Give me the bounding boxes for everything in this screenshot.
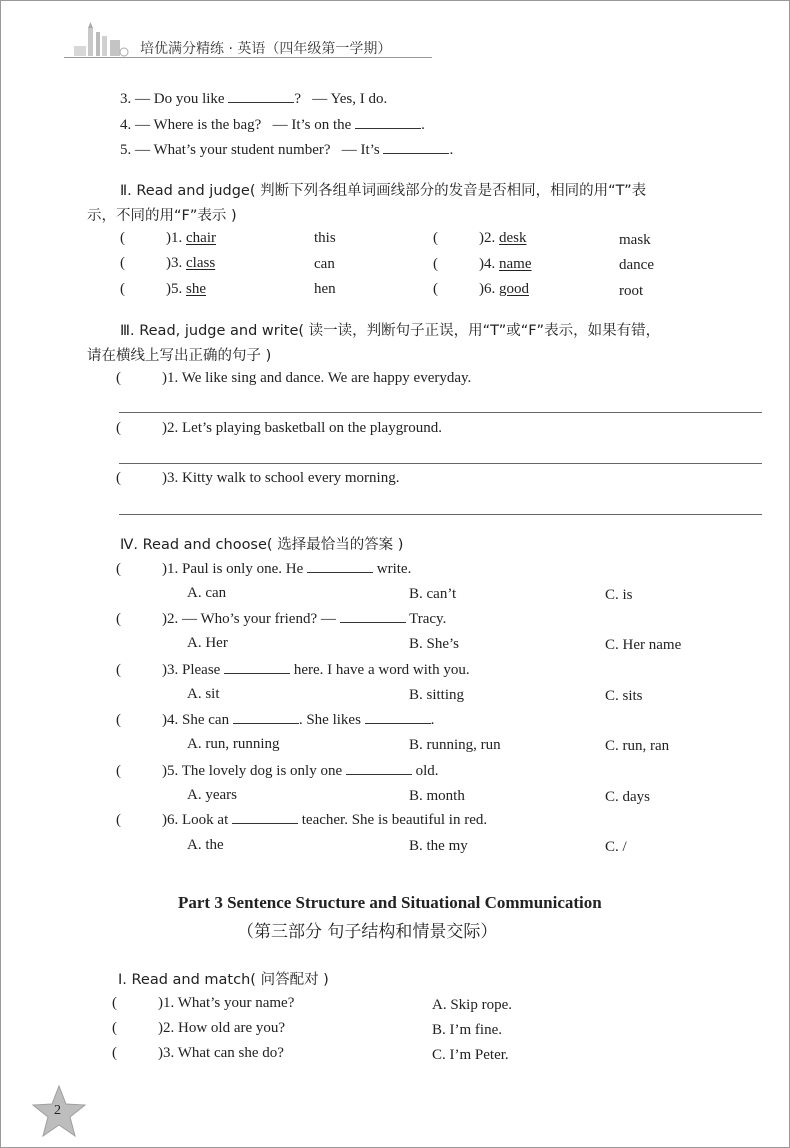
judge-item-4: ( )4. name xyxy=(433,256,532,272)
section5-heading: Ⅰ. Read and match( 问答配对 ) xyxy=(118,972,329,988)
choice-3c: C. sits xyxy=(605,688,643,704)
choice-1a: A. can xyxy=(187,585,227,601)
prev-item-3: 3. — Do you like ? — Yes, I do. xyxy=(120,91,388,107)
write-item-3: ( )3. Kitty walk to school every morning. xyxy=(116,470,400,486)
choice-5a: A. years xyxy=(187,787,237,803)
header-title: 培优满分精练 · 英语（四年级第一学期） xyxy=(140,41,392,57)
choose-item-4: ( )4. She can . She likes . xyxy=(116,712,435,728)
write-item-2: ( )2. Let’s playing basketball on the playground. xyxy=(116,420,442,436)
choice-2a: A. Her xyxy=(187,635,228,651)
choice-5c: C. days xyxy=(605,789,650,805)
judge-item-1-word2: this xyxy=(314,230,336,246)
match-answer-b: B. I’m fine. xyxy=(432,1022,502,1038)
match-answer-a: A. Skip rope. xyxy=(432,997,512,1013)
choose-item-1: ( )1. Paul is only one. He write. xyxy=(116,561,412,577)
choose-item-5: ( )5. The lovely dog is only one old. xyxy=(116,763,439,779)
page-number: 2 xyxy=(54,1103,61,1118)
judge-item-5: ( )5. she xyxy=(120,281,206,297)
section3-heading-line1: Ⅲ. Read, judge and write( 读一读，判断句子正误，用“T”或“F”表示，如果有错， xyxy=(120,323,661,339)
part3-subtitle: （第三部分 句子结构和情景交际） xyxy=(237,922,498,942)
choice-1c: C. is xyxy=(605,587,633,603)
choose-item-3: ( )3. Please here. I have a word with you. xyxy=(116,662,470,678)
choice-3b: B. sitting xyxy=(409,687,465,703)
judge-item-6: ( )6. good xyxy=(433,281,529,297)
judge-item-5-word2: hen xyxy=(314,281,336,297)
header-divider xyxy=(64,57,432,58)
part3-title: Part 3 Sentence Structure and Situational Communication xyxy=(178,893,602,912)
choice-4c: C. run, ran xyxy=(605,738,670,754)
prev-item-5: 5. — What’s your student number? — It’s . xyxy=(120,142,454,158)
write-item-1: ( )1. We like sing and dance. We are happy everyday. xyxy=(116,370,472,386)
section4-heading: Ⅳ. Read and choose( 选择最恰当的答案 ) xyxy=(120,537,404,553)
choose-item-2: ( )2. — Who’s your friend? — Tracy. xyxy=(116,611,447,627)
choice-4a: A. run, running xyxy=(187,736,280,752)
choice-5b: B. month xyxy=(409,788,465,804)
match-item-3: ( )3. What can she do? xyxy=(112,1045,284,1061)
choice-2c: C. Her name xyxy=(605,637,682,653)
answer-line-3[interactable] xyxy=(119,514,762,515)
choose-item-6: ( )6. Look at teacher. She is beautiful in red. xyxy=(116,812,488,828)
match-answer-c: C. I’m Peter. xyxy=(432,1047,509,1063)
answer-line-1[interactable] xyxy=(119,412,762,413)
judge-item-2: ( )2. desk xyxy=(433,230,527,246)
section3-heading-line2: 请在横线上写出正确的句子 ) xyxy=(87,348,272,364)
choice-6b: B. the my xyxy=(409,838,468,854)
choice-1b: B. can’t xyxy=(409,586,457,602)
choice-3a: A. sit xyxy=(187,686,220,702)
school-supplies-icon xyxy=(64,22,136,58)
section2-heading-line2: 示，不同的用“F”表示 ) xyxy=(87,208,237,224)
answer-line-2[interactable] xyxy=(119,463,762,464)
match-item-2: ( )2. How old are you? xyxy=(112,1020,286,1036)
judge-item-1: ( )1. chair xyxy=(120,230,216,246)
choice-2b: B. She’s xyxy=(409,636,460,652)
judge-item-4-word2: dance xyxy=(619,257,654,273)
judge-item-2-word2: mask xyxy=(619,232,651,248)
judge-item-6-word2: root xyxy=(619,283,644,299)
prev-item-4: 4. — Where is the bag? — It’s on the . xyxy=(120,117,425,133)
choice-4b: B. running, run xyxy=(409,737,501,753)
section2-heading-line1: Ⅱ. Read and judge( 判断下列各组单词画线部分的发音是否相同，相同的用“T”表 xyxy=(120,183,647,199)
choice-6c: C. / xyxy=(605,839,627,855)
match-item-1: ( )1. What’s your name? xyxy=(112,995,295,1011)
choice-6a: A. the xyxy=(187,837,224,853)
judge-item-3-word2: can xyxy=(314,256,335,272)
judge-item-3: ( )3. class xyxy=(120,255,216,271)
